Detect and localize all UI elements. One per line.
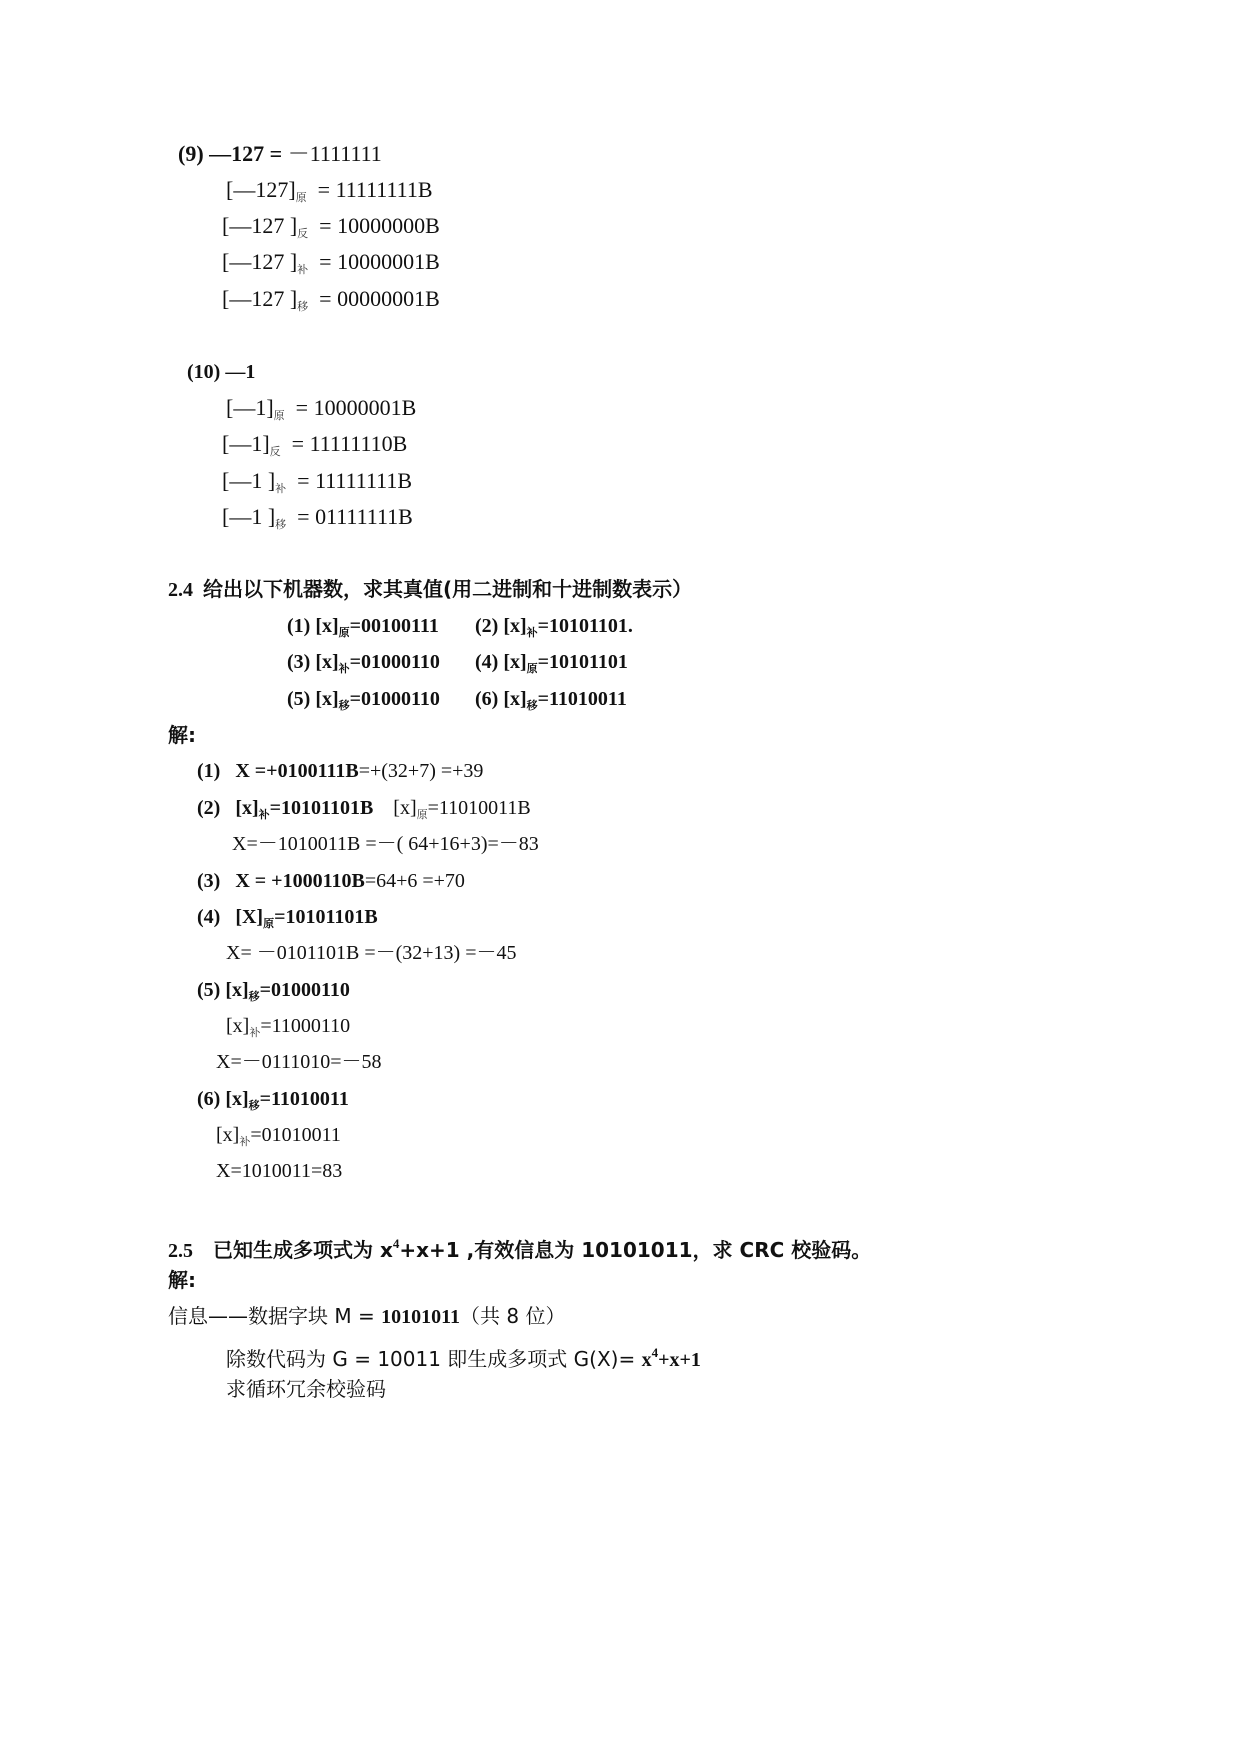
q24-item-5-post: =01000110 [349, 688, 440, 710]
q24-item-2 [475, 611, 633, 648]
p9-row-4 [222, 284, 440, 322]
q24-s4-num: (4) [197, 906, 221, 928]
q24-s2-bold-pre: [x] [235, 797, 259, 819]
p9-row-4-rhs: = 00000001B [319, 286, 440, 311]
p9-row-3 [222, 247, 440, 285]
q24-item-3-sub: 补 [338, 662, 350, 675]
q24-item-2-post: =10101101. [537, 615, 633, 637]
p9-row-2-lhs: [—127 ] [222, 213, 298, 238]
q24-s5-l2-post: =11000110 [260, 1015, 351, 1037]
p9-heading [178, 139, 382, 169]
q24-s1-num: (1) [197, 760, 221, 782]
q24-s4-sub: 原 [263, 917, 275, 930]
q24-item-6 [475, 684, 627, 721]
q25-line2-post: +x+1 [658, 1349, 701, 1371]
p9-row-4-sub: 移 [297, 300, 309, 313]
q24-s6-bold-post: =11010011 [259, 1088, 349, 1110]
p10-row-4-sub: 移 [275, 518, 287, 531]
p9-row-3-rhs: = 10000001B [319, 249, 440, 274]
p10-row-4 [222, 502, 413, 540]
p9-row-2 [222, 211, 440, 249]
q24-s3 [197, 866, 465, 896]
q24-item-6-post: =11010011 [537, 688, 627, 710]
q24-item-5-pre: (5) [x] [287, 688, 339, 710]
q25-line1-pre: 信息——数据字块 M = [168, 1304, 382, 1328]
q24-s2 [197, 793, 531, 830]
q25-solution-label: 解: [168, 1268, 196, 1292]
q24-s6-l2-sub: 补 [239, 1135, 251, 1148]
q24-s5-sub: 移 [248, 990, 260, 1003]
q24-solution-label: 解: [168, 723, 196, 747]
q24-item-1-pre: (1) [x] [287, 615, 339, 637]
q24-s4-bold-pre: [X] [235, 906, 264, 928]
p9-row-3-sub: 补 [297, 263, 309, 276]
q24-s5-line3: X=－0111010=－58 [216, 1051, 382, 1073]
p10-row-2-lhs: [—1] [222, 431, 270, 456]
q24-s2-sub: 补 [258, 808, 270, 821]
q24-s6-line3: X=1010011=83 [216, 1160, 343, 1182]
q24-s5-bold-post: =01000110 [259, 979, 350, 1001]
q24-s3-bold: X = +1000110B [235, 870, 365, 892]
q24-s5 [197, 975, 350, 1012]
q24-s2-alt-sub: 原 [416, 808, 428, 821]
p9-heading-binary: －1111111 [282, 141, 382, 166]
q24-s2-num: (2) [197, 797, 221, 819]
q24-s6-l2-post: =01010011 [250, 1124, 341, 1146]
q25-line2 [226, 1338, 701, 1375]
q25-line3: 求循环冗余校验码 [226, 1377, 386, 1401]
q24-s6-bold-pre: (6) [x] [197, 1088, 249, 1110]
q25-line1-bold: 10101011 [381, 1306, 460, 1328]
p10-row-1-lhs: [—1] [226, 395, 274, 420]
q24-s6 [197, 1084, 349, 1121]
q24-heading [168, 574, 692, 605]
q24-item-2-pre: (2) [x] [475, 615, 527, 637]
p10-row-3 [222, 466, 412, 504]
p10-row-1-sub: 原 [273, 409, 285, 422]
q25-line1 [168, 1301, 565, 1332]
p9-row-3-lhs: [—127 ] [222, 249, 298, 274]
q24-item-1-post: =00100111 [349, 615, 439, 637]
p10-row-3-rhs: = 11111111B [297, 468, 413, 493]
q24-s4-line2: X= －0101101B =－(32+13) =－45 [226, 942, 517, 964]
q24-item-4-pre: (4) [x] [475, 651, 527, 673]
p10-row-2-sub: 反 [269, 445, 281, 458]
q24-number: 2.4 [168, 579, 193, 601]
q24-s5-l2-sub: 补 [249, 1026, 261, 1039]
q24-item-1-sub: 原 [338, 626, 350, 639]
q24-s6-sub: 移 [248, 1099, 260, 1112]
q24-title: 给出以下机器数，求其真值(用二进制和十进制数表示） [203, 577, 693, 601]
q24-item-3 [287, 647, 440, 684]
q24-s1-rest: =+(32+7) =+39 [358, 760, 484, 782]
q24-item-4 [475, 647, 628, 684]
q24-item-6-pre: (6) [x] [475, 688, 527, 710]
q24-s1-bold: X =+0100111B [235, 760, 359, 782]
q25-title-pre: 已知生成多项式为 x [213, 1238, 393, 1262]
q25-line2-sup: 4 [651, 1345, 659, 1360]
q25-line2-pre: 除数代码为 G = 10011 即生成多项式 G(X)= [226, 1347, 642, 1371]
p9-row-2-sub: 反 [297, 227, 309, 240]
p9-heading-value: —127 = [209, 141, 283, 166]
q24-item-3-post: =01000110 [349, 651, 440, 673]
q25-title-post: +x+1 ,有效信息为 10101011，求 CRC 校验码。 [399, 1238, 872, 1262]
q24-s3-rest: =64+6 =+70 [364, 870, 465, 892]
q24-s4-bold-post: =10101101B [274, 906, 378, 928]
q25-line1-post: （共 8 位） [460, 1304, 566, 1328]
p10-row-1-rhs: = 10000001B [295, 395, 417, 420]
q24-s2-bold-post: =10101101B [269, 797, 374, 819]
q25-title-sup: 4 [392, 1236, 400, 1251]
p10-row-1 [226, 393, 416, 431]
q24-s4 [197, 902, 378, 939]
q24-item-2-sub: 补 [526, 626, 538, 639]
q24-s6-l2-pre: [x] [216, 1124, 240, 1146]
q25-heading [168, 1229, 871, 1266]
q24-item-3-pre: (3) [x] [287, 651, 339, 673]
p9-row-1-rhs: = 11111111B [317, 177, 433, 202]
q24-s1 [197, 756, 483, 786]
q24-s2-alt-pre: [x] [393, 797, 417, 819]
p9-row-4-lhs: [—127 ] [222, 286, 298, 311]
p10-row-2 [222, 429, 407, 467]
p9-row-1-lhs: [—127] [226, 177, 296, 202]
p10-row-3-sub: 补 [275, 482, 287, 495]
q24-item-5 [287, 684, 440, 721]
q24-item-6-sub: 移 [526, 699, 538, 712]
p9-row-2-rhs: = 10000000B [319, 213, 440, 238]
q24-s3-num: (3) [197, 870, 221, 892]
q24-item-1 [287, 611, 439, 648]
q24-s5-l2-pre: [x] [226, 1015, 250, 1037]
q25-number: 2.5 [168, 1240, 193, 1262]
q24-item-4-post: =10101101 [537, 651, 628, 673]
p9-row-1-sub: 原 [295, 191, 307, 204]
p10-row-2-rhs: = 11111110B [291, 431, 408, 456]
q24-item-5-sub: 移 [338, 699, 350, 712]
p10-row-4-rhs: = 01111111B [297, 504, 413, 529]
p10-row-4-lhs: [—1 ] [222, 504, 276, 529]
q24-item-4-sub: 原 [526, 662, 538, 675]
q24-s5-bold-pre: (5) [x] [197, 979, 249, 1001]
p10-heading: (10) —1 [187, 361, 256, 383]
q24-s6-line2 [216, 1120, 341, 1157]
p10-row-3-lhs: [—1 ] [222, 468, 276, 493]
q25-line2-bold: x [641, 1349, 652, 1371]
q24-s2-line2: X=－1010011B =－( 64+16+3)=－83 [232, 833, 539, 855]
q24-s2-alt-post: =11010011B [427, 797, 531, 819]
p9-row-1 [226, 175, 433, 213]
p9-heading-label: (9) [178, 141, 204, 166]
q24-s5-line2 [226, 1011, 350, 1048]
